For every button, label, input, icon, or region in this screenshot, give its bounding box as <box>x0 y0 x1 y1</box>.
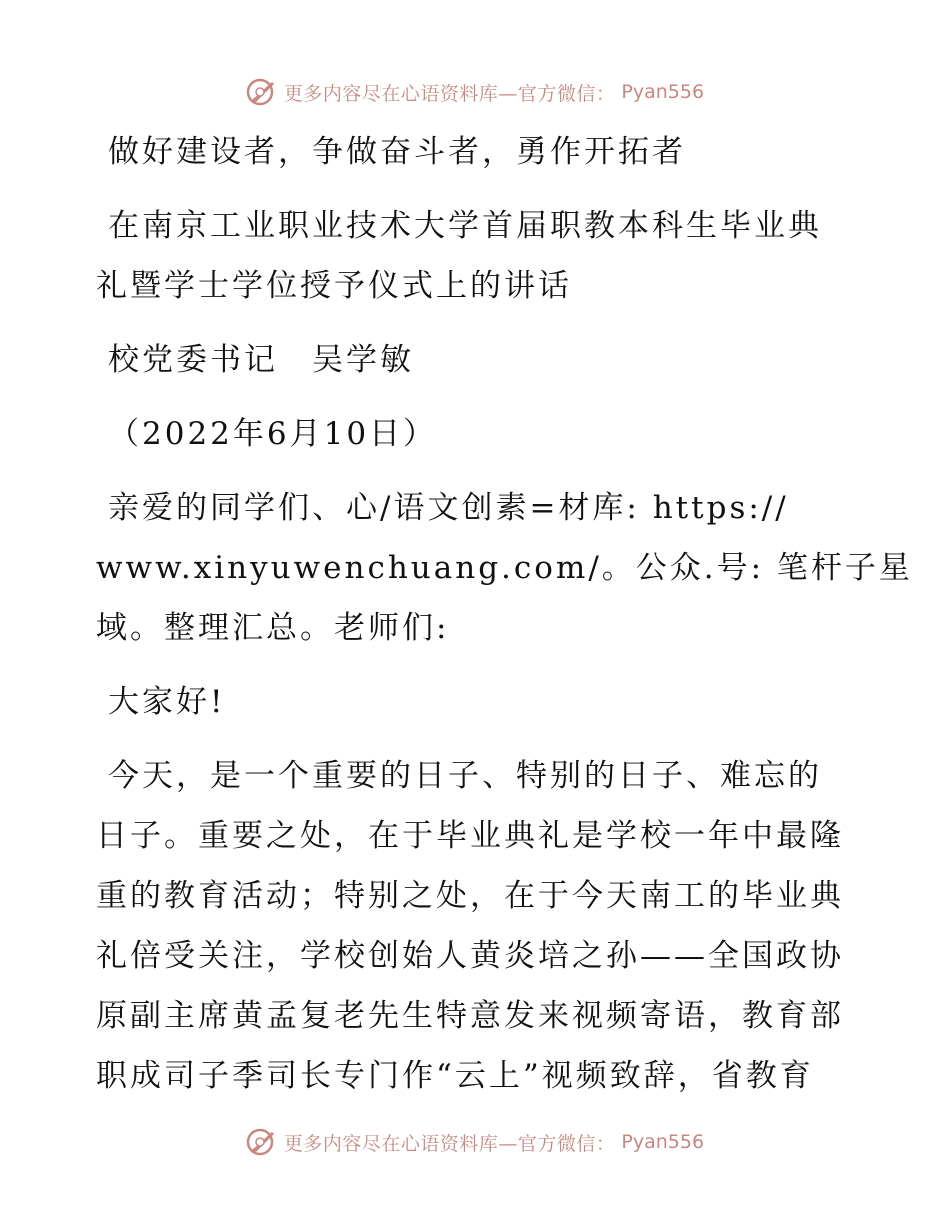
salutation-line-2: www.xinyuwenchuang.com/。公众.号: 笔杆子星 <box>96 550 913 586</box>
header-watermark <box>0 72 950 112</box>
date-line: （2022年6月10日） <box>108 416 438 452</box>
author-line: 校党委书记 吴学敏 <box>108 342 414 378</box>
quill-seal-icon <box>246 1126 278 1158</box>
body-line-5: 原副主席黄孟复老先生特意发来视频寄语，教育部 <box>96 998 844 1034</box>
body-line-3: 重的教育活动；特别之处，在于今天南工的毕业典 <box>96 878 844 914</box>
body-line-2: 日子。重要之处，在于毕业典礼是学校一年中最隆 <box>96 818 844 854</box>
watermark-text: 更多内容尽在心语资料库—官方微信： <box>283 1132 616 1155</box>
watermark-text: 更多内容尽在心语资料库—官方微信： <box>283 82 616 105</box>
body-line-1: 今天，是一个重要的日子、特别的日子、难忘的 <box>108 758 822 794</box>
watermark-wechat-id: Pyan556 <box>621 81 705 103</box>
document-title: 做好建设者，争做奋斗者，勇作开拓者 <box>108 134 686 170</box>
quill-seal-icon <box>246 76 278 108</box>
subtitle-line-1: 在南京工业职业技术大学首届职教本科生毕业典 <box>108 208 822 244</box>
document-body <box>96 122 913 1106</box>
watermark-wechat-id: Pyan556 <box>621 1131 705 1153</box>
greeting-line: 大家好! <box>108 684 226 720</box>
body-line-6: 职成司子季司长专门作“云上”视频致辞，省教育 <box>96 1058 814 1094</box>
salutation-line-1: 亲爱的同学们、心/语文创素=材库: https:// <box>108 490 789 526</box>
footer-watermark <box>0 1122 950 1162</box>
salutation-line-3: 域。整理汇总。老师们: <box>96 610 450 646</box>
subtitle-line-2: 礼暨学士学位授予仪式上的讲话 <box>96 268 572 304</box>
body-line-4: 礼倍受关注，学校创始人黄炎培之孙——全国政协 <box>96 938 844 974</box>
